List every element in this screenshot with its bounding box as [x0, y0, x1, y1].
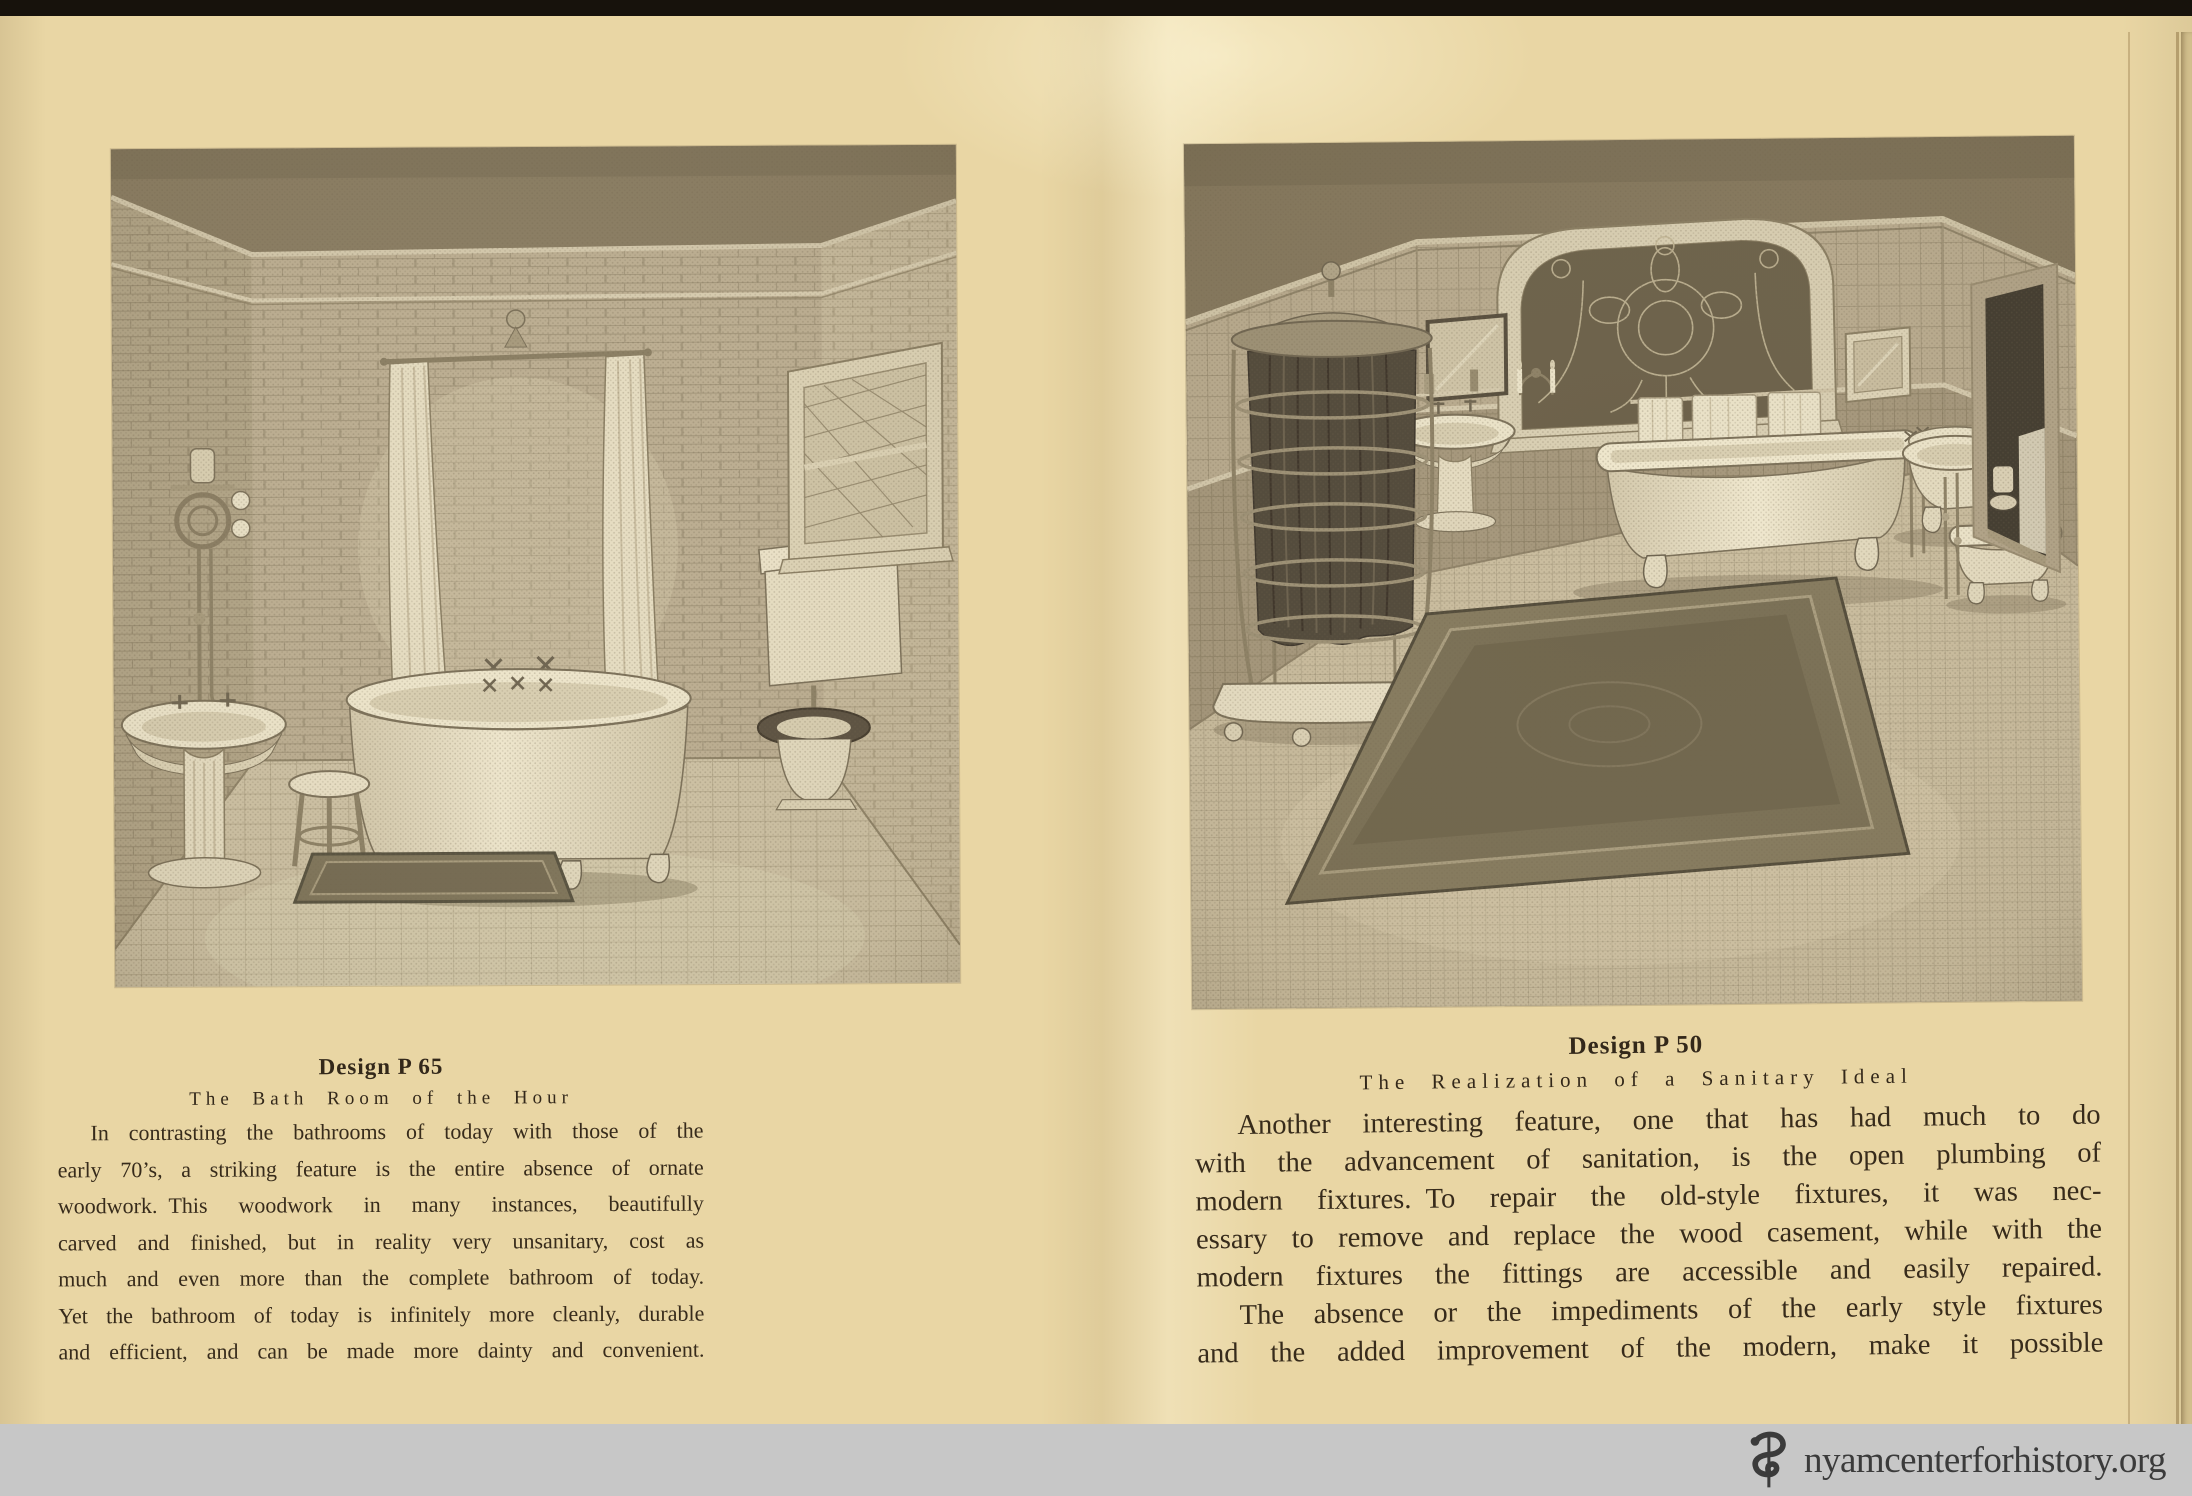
left-subtitle: The Bath Room of the Hour	[189, 1087, 573, 1110]
left-paragraph	[57, 1113, 704, 1371]
page-edge-line	[2176, 32, 2179, 1440]
watermark-text: nyamcenterforhistory.org	[1804, 1439, 2166, 1481]
right-design-label: Design P 50	[1568, 1031, 1704, 1060]
text-line: and efficient, and can be made more dainty and convenient.	[58, 1336, 705, 1365]
bathroom-illustration-p50	[1184, 136, 2082, 1010]
bathroom-illustration-p65	[111, 145, 960, 987]
text-line: with the advancement of sanitation, is the open plumbing of	[1194, 1137, 2102, 1180]
text-line: Yet the bathroom of today is infinitely more cleanly, durable	[58, 1300, 705, 1328]
watermark	[1742, 1429, 2166, 1491]
left-illustration	[111, 145, 960, 987]
text-line: much and even more than the complete bathroom of today.	[58, 1263, 705, 1292]
text-line: carved and finished, but in reality very unsanitary, cost as	[57, 1227, 705, 1255]
text-line: early 70’s, a striking feature is the entire absence of ornate	[57, 1154, 704, 1182]
right-caption	[1196, 1027, 2077, 1098]
scan-background-edge	[0, 0, 2192, 16]
vignette	[111, 145, 960, 987]
book-fore-edge	[2181, 32, 2192, 1440]
asclepius-staff-icon	[1742, 1430, 1794, 1491]
right-illustration	[1184, 136, 2082, 1010]
right-subtitle: The Realization of a Sanitary Ideal	[1359, 1063, 1913, 1095]
text-line: woodwork. This woodwork in many instances, beautifully	[57, 1190, 704, 1219]
page-edge-line	[2128, 32, 2130, 1440]
left-design-label: Design P 65	[318, 1053, 444, 1080]
text-line: and the added improvement of the modern, make it possible	[1197, 1327, 2104, 1370]
book-spread	[0, 16, 2192, 1424]
text-line: modern fixtures. To repair the old-style fixtures, it was nec-	[1195, 1175, 2102, 1218]
text-line: Another interesting feature, one that has had much to do	[1194, 1099, 2101, 1142]
left-caption	[58, 1053, 704, 1112]
watermark-bar	[0, 1424, 2192, 1496]
right-paragraph	[1194, 1096, 2103, 1373]
text-line: modern fixtures the fittings are accessible and easily repaired.	[1196, 1251, 2103, 1294]
text-line: The absence or the impediments of the early style fixtures	[1196, 1289, 2104, 1332]
text-line: In contrasting the bathrooms of today with those of the	[57, 1117, 704, 1146]
vignette	[1184, 136, 2082, 1010]
text-line: essary to remove and replace the wood casement, while with the	[1195, 1213, 2103, 1256]
